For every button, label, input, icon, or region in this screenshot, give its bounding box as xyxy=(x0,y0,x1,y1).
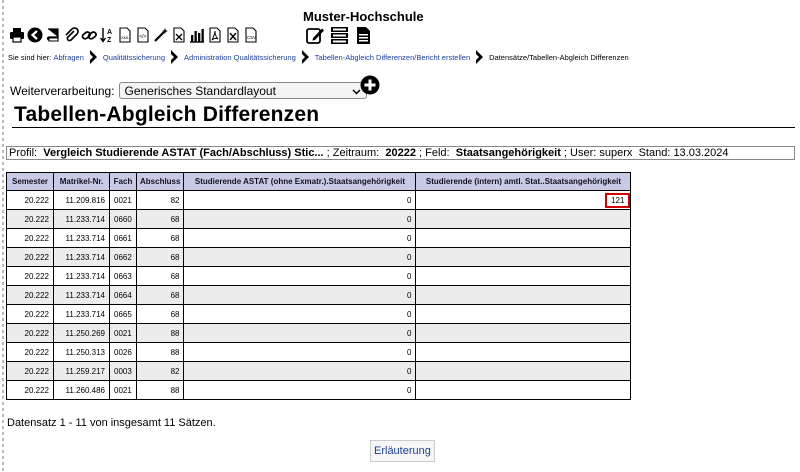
wand-icon[interactable] xyxy=(152,25,169,45)
cell-matrikel: 11.250.313 xyxy=(54,343,110,362)
cell-abschluss: 82 xyxy=(137,362,184,381)
stand-value: 13.03.2024 xyxy=(673,147,729,159)
plus-circle-icon xyxy=(360,75,380,95)
cell-intern xyxy=(416,267,631,286)
cell-intern xyxy=(416,305,631,324)
feld-value: Staatsangehörigkeit xyxy=(455,147,561,159)
chevron-right-icon xyxy=(301,50,310,64)
cell-fach: 0021 xyxy=(110,191,137,210)
document-icon[interactable] xyxy=(353,25,374,45)
cell-abschluss: 68 xyxy=(137,286,184,305)
toolbar-right xyxy=(305,24,377,46)
cell-astat: 0 xyxy=(184,267,416,286)
cell-intern xyxy=(416,362,631,381)
breadcrumb xyxy=(8,50,629,64)
left-border-dots xyxy=(2,0,4,472)
cell-astat: 0 xyxy=(184,343,416,362)
breadcrumb-current: Datensätze/Tabellen-Abgleich Differenzen xyxy=(489,52,629,62)
stand-label: Stand: xyxy=(638,147,671,159)
user-label: ; User: xyxy=(563,147,597,159)
col-header-intern[interactable]: Studierende (intern) amtl. Stat..Staatsangehörigkeit xyxy=(416,173,631,191)
cell-matrikel: 11.233.714 xyxy=(54,305,110,324)
cell-semester: 20.222 xyxy=(7,267,54,286)
cell-abschluss: 88 xyxy=(137,324,184,343)
table-row xyxy=(7,248,631,267)
cell-fach: 0661 xyxy=(110,229,137,248)
attach-icon[interactable] xyxy=(62,25,79,45)
chevron-right-icon xyxy=(89,50,98,64)
cell-matrikel: 11.260.486 xyxy=(54,381,110,400)
cell-semester: 20.222 xyxy=(7,343,54,362)
cell-matrikel: 11.209.816 xyxy=(54,191,110,210)
svg-text:XML: XML xyxy=(120,35,129,40)
profil-bar xyxy=(6,146,795,160)
page-title: Tabellen-Abgleich Differenzen xyxy=(14,103,320,126)
cell-semester: 20.222 xyxy=(7,362,54,381)
cell-intern xyxy=(416,191,631,210)
feld-label: ; Feld: xyxy=(419,147,450,159)
cell-matrikel: 11.233.714 xyxy=(54,210,110,229)
table-header-row xyxy=(7,173,631,191)
xlsx-icon[interactable] xyxy=(224,25,241,45)
toolbar xyxy=(8,24,260,46)
table-row xyxy=(7,381,631,400)
excel-icon[interactable] xyxy=(170,25,187,45)
cell-abschluss: 68 xyxy=(137,210,184,229)
cell-fach: 0665 xyxy=(110,305,137,324)
binder-icon[interactable] xyxy=(44,25,61,45)
pdf-icon[interactable] xyxy=(206,25,223,45)
table-row xyxy=(7,191,631,210)
cell-matrikel: 11.233.714 xyxy=(54,248,110,267)
table-row xyxy=(7,362,631,381)
table-row xyxy=(7,210,631,229)
xml-icon[interactable] xyxy=(116,25,133,45)
breadcrumb-prefix: Sie sind hier: xyxy=(8,52,52,62)
user-value: superx xyxy=(599,147,633,159)
table-row xyxy=(7,286,631,305)
weiterverarbeitung-label: Weiterverarbeitung: xyxy=(10,83,115,98)
cell-fach: 0026 xyxy=(110,343,137,362)
cell-astat: 0 xyxy=(184,229,416,248)
table-row xyxy=(7,305,631,324)
cell-semester: 20.222 xyxy=(7,286,54,305)
cell-matrikel: 11.233.714 xyxy=(54,286,110,305)
cell-semester: 20.222 xyxy=(7,248,54,267)
svg-text:Z: Z xyxy=(106,37,111,43)
print-icon[interactable] xyxy=(8,25,25,45)
cell-abschluss: 68 xyxy=(137,248,184,267)
cell-astat: 0 xyxy=(184,248,416,267)
erlaeuterung-button[interactable]: Erläuterung xyxy=(370,440,435,462)
chart-icon[interactable] xyxy=(188,25,205,45)
link-icon[interactable] xyxy=(80,25,97,45)
table-row xyxy=(7,267,631,286)
weiterverarbeitung-row xyxy=(10,82,367,99)
cell-abschluss: 68 xyxy=(137,305,184,324)
chevron-right-icon xyxy=(170,50,179,64)
cell-astat: 0 xyxy=(184,286,416,305)
svg-text:CSV: CSV xyxy=(246,35,256,40)
title-divider xyxy=(12,127,795,128)
cell-abschluss: 88 xyxy=(137,381,184,400)
cell-abschluss: 68 xyxy=(137,267,184,286)
cell-semester: 20.222 xyxy=(7,210,54,229)
cell-astat: 0 xyxy=(184,305,416,324)
col-header-fach[interactable]: Fach xyxy=(110,173,137,191)
zeitraum-value: 20222 xyxy=(385,147,416,159)
cell-fach: 0662 xyxy=(110,248,137,267)
cell-abschluss: 68 xyxy=(137,229,184,248)
results-table xyxy=(6,172,631,400)
table-row xyxy=(7,324,631,343)
col-header-semester[interactable]: Semester xyxy=(7,173,54,191)
cell-semester: 20.222 xyxy=(7,381,54,400)
table-row xyxy=(7,343,631,362)
cell-intern xyxy=(416,381,631,400)
cell-semester: 20.222 xyxy=(7,191,54,210)
cell-astat: 0 xyxy=(184,191,416,210)
col-header-abschluss[interactable]: Abschluss xyxy=(137,173,184,191)
breadcrumb-link-administration[interactable]: Administration Qualitätssicherung xyxy=(184,52,296,62)
col-header-matrikel[interactable]: Matrikel-Nr. xyxy=(54,173,110,191)
html-icon[interactable] xyxy=(134,25,151,45)
cell-intern xyxy=(416,248,631,267)
cell-astat: 0 xyxy=(184,381,416,400)
layout-select[interactable] xyxy=(119,82,367,99)
cell-fach: 0663 xyxy=(110,267,137,286)
cell-matrikel: 11.233.714 xyxy=(54,267,110,286)
back-icon[interactable] xyxy=(26,25,43,45)
table-list-icon[interactable] xyxy=(329,25,350,45)
cell-abschluss: 88 xyxy=(137,343,184,362)
cell-fach: 0660 xyxy=(110,210,137,229)
org-name: Muster-Hochschule xyxy=(303,9,424,24)
edit-icon[interactable] xyxy=(305,25,326,45)
sort-icon[interactable] xyxy=(98,25,115,45)
cell-intern xyxy=(416,286,631,305)
cell-astat: 0 xyxy=(184,362,416,381)
svg-text:</>: </> xyxy=(138,34,146,40)
add-layout-button[interactable] xyxy=(360,75,380,95)
profil-label: Profil: xyxy=(9,147,38,159)
highlighted-difference: 121 xyxy=(605,193,630,208)
cell-semester: 20.222 xyxy=(7,229,54,248)
cell-semester: 20.222 xyxy=(7,324,54,343)
col-header-astat[interactable]: Studierende ASTAT (ohne Exmatr.).Staatsangehörigkeit xyxy=(184,173,416,191)
breadcrumb-link-qualitaetssicherung[interactable]: Qualitätssicherung xyxy=(102,52,166,62)
chevron-right-icon xyxy=(475,50,484,64)
csv-icon[interactable] xyxy=(242,25,259,45)
cell-matrikel: 11.250.269 xyxy=(54,324,110,343)
profil-name: Vergleich Studierende ASTAT (Fach/Abschluss) Stic... xyxy=(43,147,324,159)
cell-abschluss: 82 xyxy=(137,191,184,210)
cell-fach: 0021 xyxy=(110,381,137,400)
cell-intern xyxy=(416,210,631,229)
breadcrumb-link-abfragen[interactable]: Abfragen xyxy=(53,52,84,62)
cell-semester: 20.222 xyxy=(7,305,54,324)
cell-intern xyxy=(416,324,631,343)
table-row xyxy=(7,229,631,248)
breadcrumb-link-bericht-erstellen[interactable]: Tabellen-Abgleich Differenzen/Bericht erstellen xyxy=(314,52,471,62)
cell-astat: 0 xyxy=(184,324,416,343)
cell-intern xyxy=(416,343,631,362)
svg-text:A: A xyxy=(106,29,112,36)
cell-matrikel: 11.233.714 xyxy=(54,229,110,248)
cell-intern xyxy=(416,229,631,248)
cell-matrikel: 11.259.217 xyxy=(54,362,110,381)
record-count: Datensatz 1 - 11 von insgesamt 11 Sätzen. xyxy=(7,417,216,429)
cell-fach: 0664 xyxy=(110,286,137,305)
layout-select-value: Generisches Standardlayout xyxy=(124,83,276,98)
cell-fach: 0021 xyxy=(110,324,137,343)
zeitraum-label: ; Zeitraum: xyxy=(326,147,380,159)
cell-astat: 0 xyxy=(184,210,416,229)
cell-fach: 0003 xyxy=(110,362,137,381)
